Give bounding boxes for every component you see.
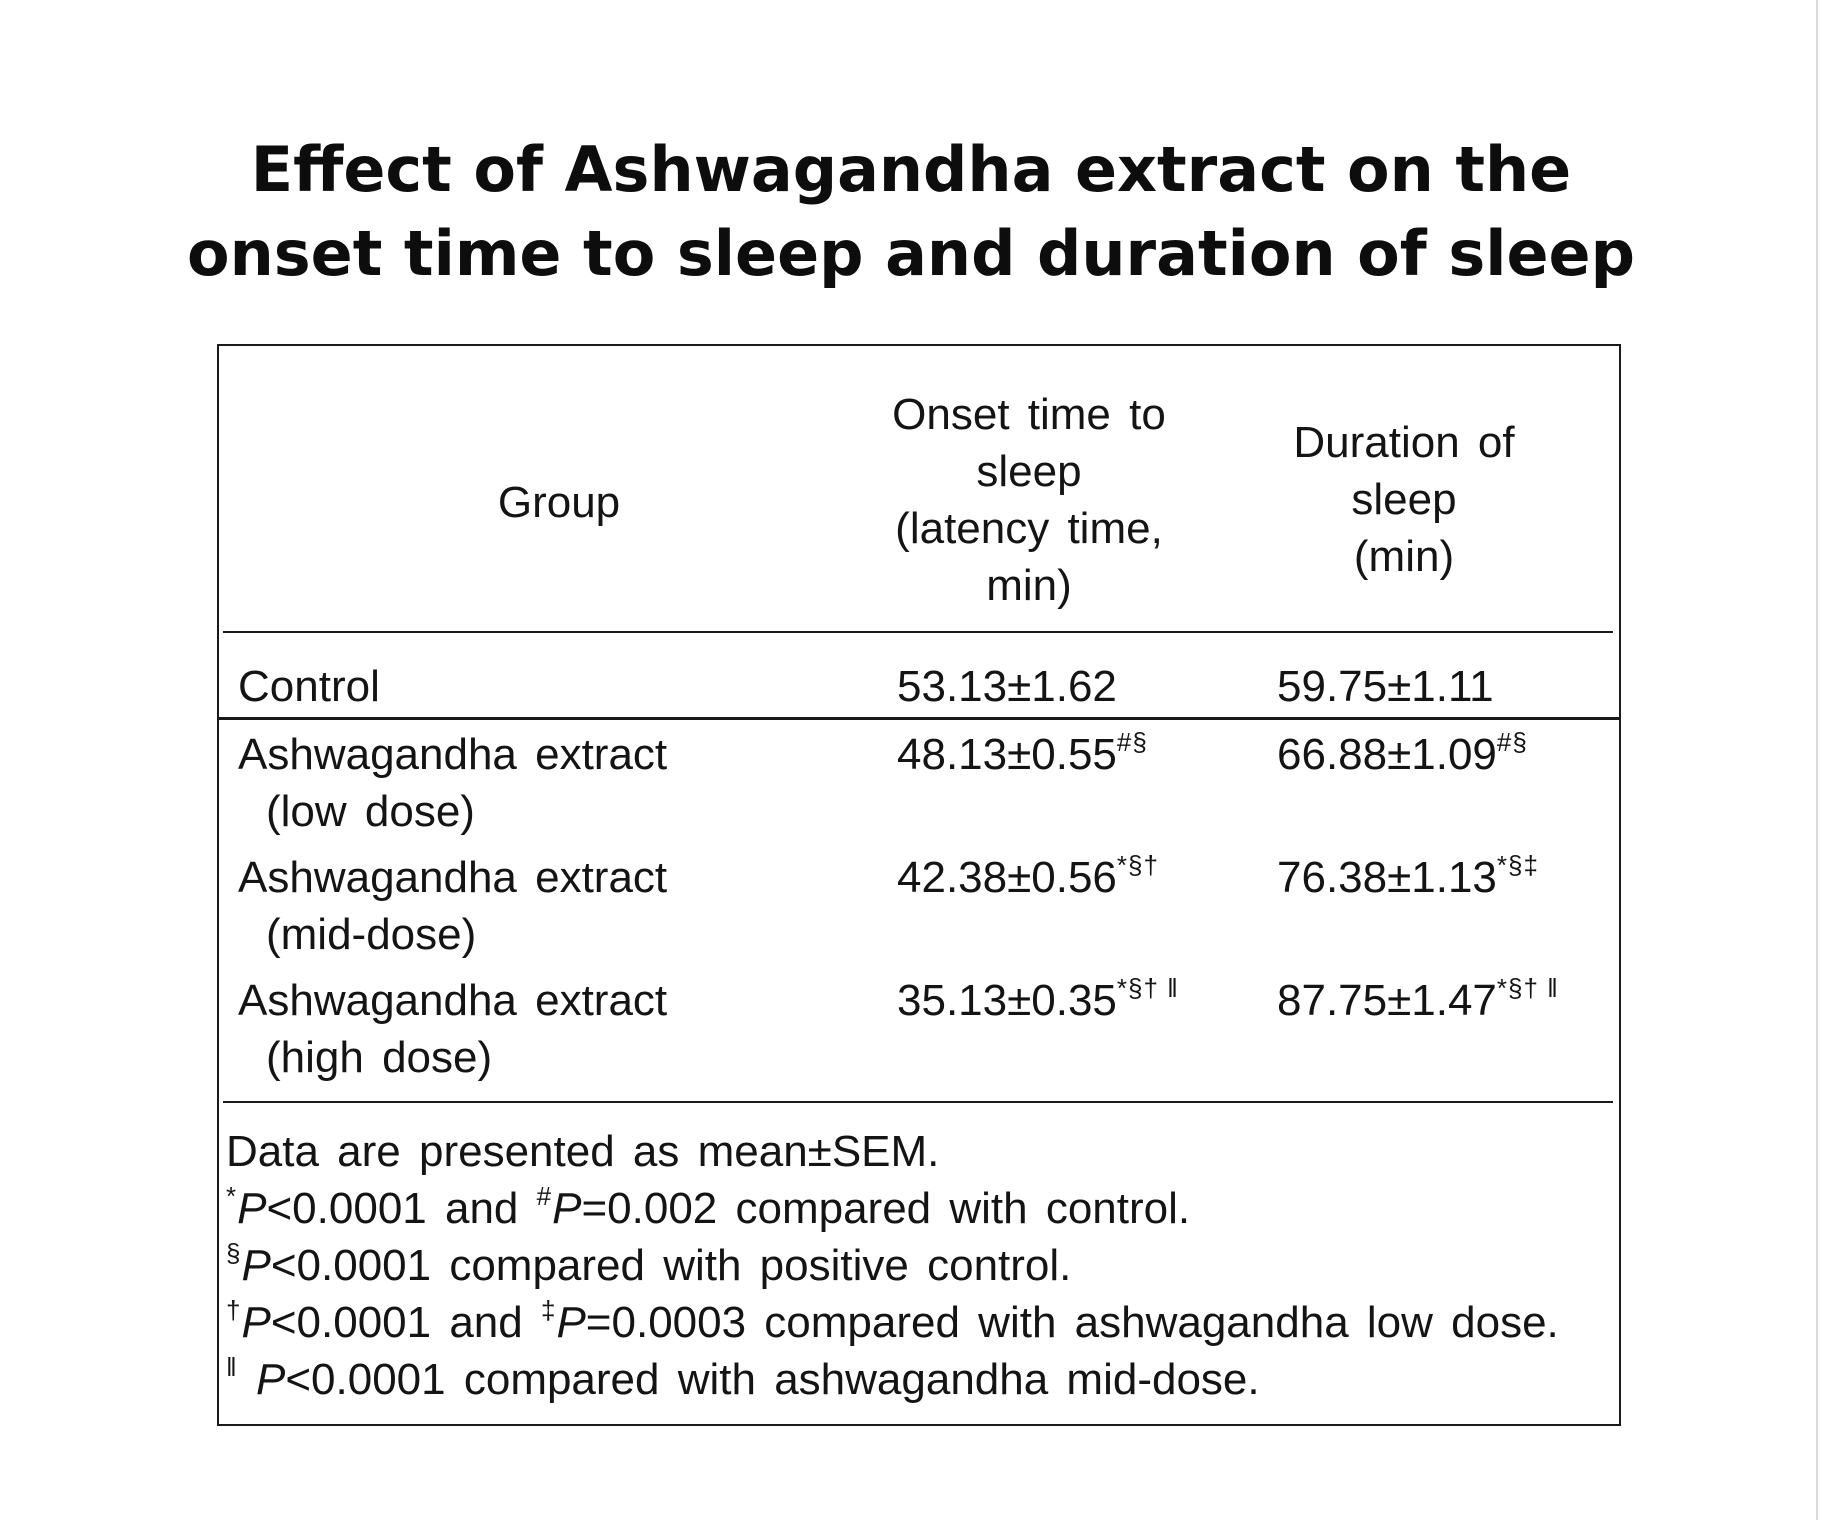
onset-high-significance: *§† ‖ — [1116, 973, 1179, 1003]
onset-mid-significance: *§† — [1116, 850, 1159, 880]
table-row-control-group: Control — [238, 662, 380, 711]
duration-high-significance: *§† ‖ — [1496, 973, 1559, 1003]
footnote-data-presentation: Data are presented as mean±SEM. — [226, 1127, 940, 1176]
data-table — [217, 344, 1621, 1426]
table-row-control-duration: 59.75±1.11 — [1277, 662, 1494, 711]
header-divider — [223, 631, 1613, 633]
duration-low-significance: #§ — [1496, 727, 1528, 757]
table-row-mid-dose-onset: 42.38±0.56*§† — [897, 850, 1159, 902]
duration-mid-significance: *§‡ — [1496, 850, 1539, 880]
onset-low-significance: #§ — [1116, 727, 1148, 757]
table-row-low-dose-group: Ashwagandha extract (low dose) — [238, 730, 668, 836]
table-row-control-onset: 53.13±1.62 — [897, 662, 1117, 711]
table-row-high-dose-duration: 87.75±1.47*§† ‖ — [1277, 973, 1559, 1025]
control-row-divider — [219, 717, 1619, 720]
header-group: Group — [497, 478, 621, 527]
table-row-low-dose-duration: 66.88±1.09#§ — [1277, 727, 1528, 779]
footnote-positive-control: §P<0.0001 compared with positive control. — [226, 1238, 1072, 1290]
header-onset-time: Onset time to sleep (latency time, min) — [892, 390, 1166, 610]
table-row-mid-dose-duration: 76.38±1.13*§‡ — [1277, 850, 1539, 902]
title-line-2: onset time to sleep and duration of sleep — [187, 217, 1635, 290]
footnote-mid-dose-comparison: ‖ P<0.0001 compared with ashwagandha mid-dose. — [226, 1352, 1260, 1404]
notes-divider — [223, 1101, 1613, 1103]
table-row-mid-dose-group: Ashwagandha extract (mid-dose) — [238, 853, 668, 959]
table-row-high-dose-group: Ashwagandha extract (high dose) — [238, 976, 668, 1082]
title-line-1: Effect of Ashwagandha extract on the — [250, 133, 1572, 206]
footnote-control-comparison: *P<0.0001 and #P=0.002 compared with control. — [226, 1181, 1191, 1233]
header-duration: Duration of sleep (min) — [1293, 418, 1515, 581]
page-title — [0, 128, 1822, 296]
table-row-low-dose-onset: 48.13±0.55#§ — [897, 727, 1148, 779]
footnote-low-dose-comparison: †P<0.0001 and ‡P=0.0003 compared with ashwagandha low dose. — [226, 1295, 1559, 1347]
table-row-high-dose-onset: 35.13±0.35*§† ‖ — [897, 973, 1179, 1025]
